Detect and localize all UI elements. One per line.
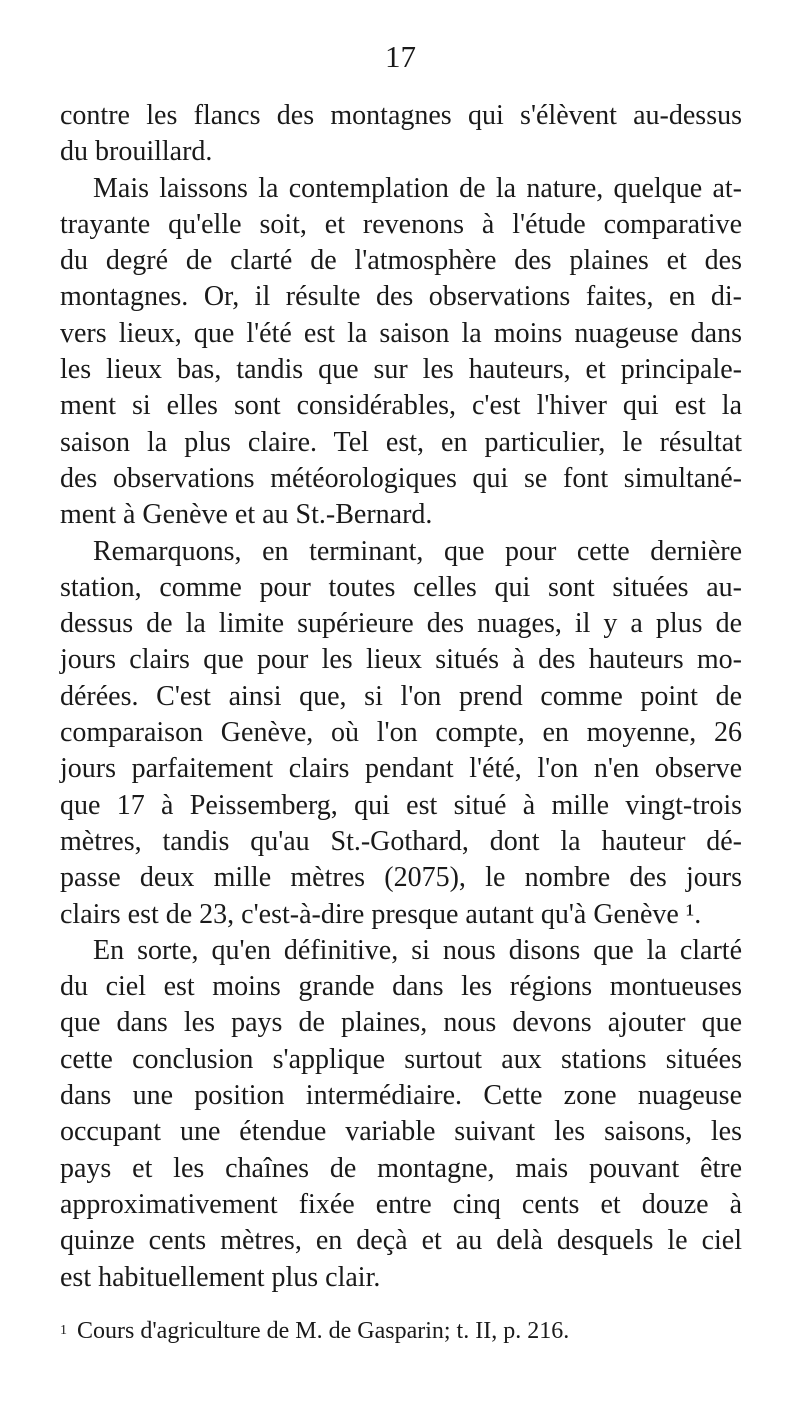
- body-text: [60, 98, 742, 1296]
- text-line: que 17 à Peissemberg, qui est situé à mille vingt-trois: [60, 789, 742, 821]
- text-line: du ciel est moins grande dans les régions montueuses: [60, 971, 742, 1003]
- text-line: montagnes. Or, il résulte des observations faites, en di-: [60, 281, 742, 313]
- page-number: 17: [385, 39, 416, 74]
- text-line: comparaison Genève, où l'on compte, en moyenne, 26: [60, 717, 742, 749]
- text-line: Mais laissons la contemplation de la nature, quelque at-: [93, 172, 742, 204]
- text-line: passe deux mille mètres (2075), le nombre des jours: [60, 862, 742, 894]
- paragraph: [60, 534, 742, 933]
- text-line: est habituellement plus clair.: [60, 1261, 381, 1293]
- text-line: ment si elles sont considérables, c'est l'hiver qui est la: [60, 390, 742, 422]
- text-line: vers lieux, que l'été est la saison la moins nuageuse dans: [60, 317, 742, 349]
- text-line: occupant une étendue variable suivant les saisons, les: [60, 1116, 742, 1148]
- text-line: du degré de clarté de l'atmosphère des plaines et des: [60, 245, 742, 277]
- footnote-text: Cours d'agriculture de M. de Gasparin; t. II, p. 216.: [77, 1318, 570, 1344]
- text-line: des observations météorologiques qui se font simultané-: [60, 462, 742, 494]
- text-line: approximativement fixée entre cinq cents et douze à: [60, 1188, 742, 1220]
- text-line: cette conclusion s'applique surtout aux stations situées: [60, 1043, 742, 1075]
- text-line: jours clairs que pour les lieux situés à des hauteurs mo-: [60, 644, 742, 676]
- text-line: que dans les pays de plaines, nous devons ajouter que: [60, 1007, 742, 1039]
- paragraph: [60, 171, 742, 534]
- text-line: clairs est de 23, c'est-à-dire presque autant qu'à Genève ¹.: [60, 898, 702, 930]
- text-line: contre les flancs des montagnes qui s'élèvent au-dessus: [60, 100, 742, 131]
- text-line: Remarquons, en terminant, que pour cette dernière: [93, 535, 742, 567]
- text-line: jours parfaitement clairs pendant l'été, l'on n'en observe: [60, 753, 742, 785]
- text-line: ment à Genève et au St.-Bernard.: [60, 499, 433, 531]
- text-line: trayante qu'elle soit, et revenons à l'étude comparative: [60, 208, 742, 240]
- footnote-marker: 1: [60, 1323, 67, 1338]
- text-line: mètres, tandis qu'au St.-Gothard, dont la hauteur dé-: [60, 825, 742, 857]
- text-line: station, comme pour toutes celles qui sont situées au-: [60, 571, 742, 603]
- text-line: saison la plus claire. Tel est, en particulier, le résultat: [60, 426, 742, 458]
- paragraph: [60, 933, 742, 1296]
- text-line: dessus de la limite supérieure des nuages, il y a plus de: [60, 608, 742, 640]
- text-line: dérées. C'est ainsi que, si l'on prend comme point de: [60, 680, 742, 712]
- text-line: pays et les chaînes de montagne, mais pouvant être: [60, 1152, 742, 1184]
- text-line: du brouillard.: [60, 136, 213, 168]
- footnote: [60, 1316, 760, 1346]
- text-line: quinze cents mètres, en deçà et au delà desquels le ciel: [60, 1225, 742, 1257]
- text-line: dans une position intermédiaire. Cette zone nuageuse: [60, 1080, 742, 1112]
- paragraph: [60, 98, 742, 171]
- text-line: les lieux bas, tandis que sur les hauteurs, et principale-: [60, 354, 742, 386]
- text-line: En sorte, qu'en définitive, si nous disons que la clarté: [93, 934, 742, 966]
